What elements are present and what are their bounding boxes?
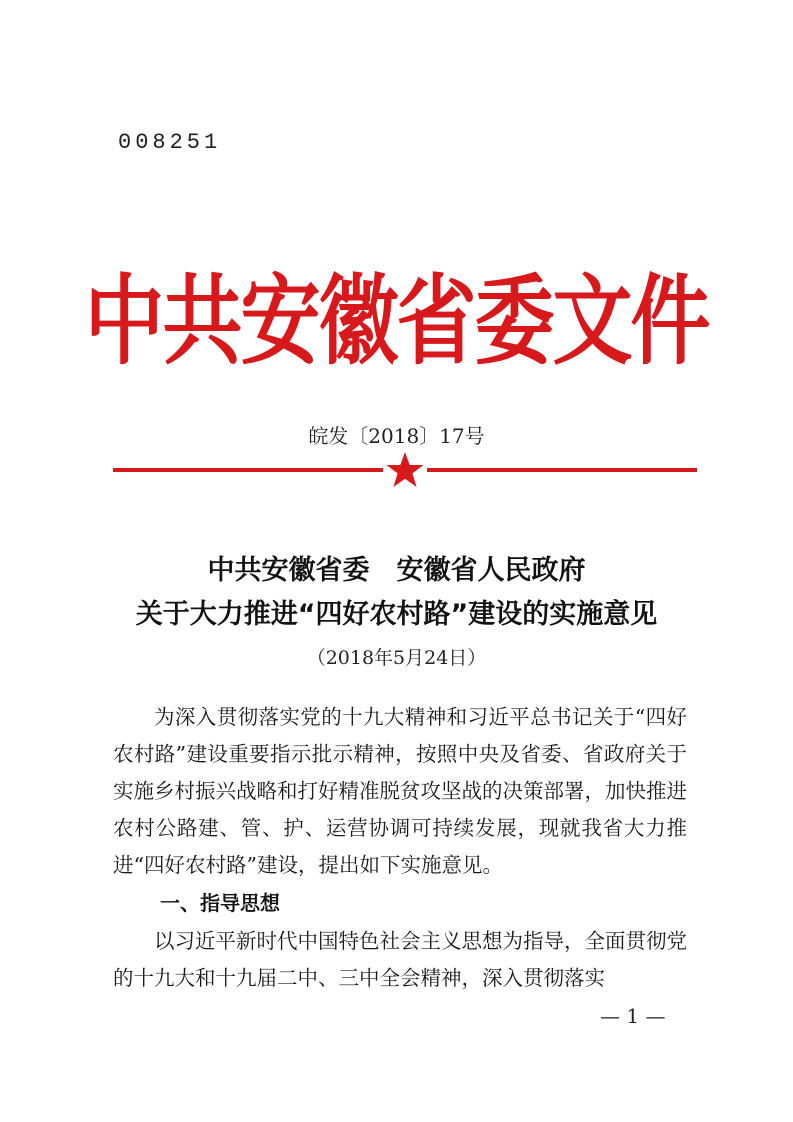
section-heading-guiding-ideology: 一、指导思想	[160, 891, 280, 915]
document-title-subject: 关于大力推进“四好农村路”建设的实施意见	[135, 599, 658, 630]
page-number: — 1 —	[600, 1004, 666, 1028]
red-separator-right	[427, 468, 697, 472]
document-title-issuers: 中共安徽省委 安徽省人民政府	[207, 555, 586, 586]
document-date: （2018年5月24日）	[306, 647, 487, 669]
body-paragraph-intro: 为深入贯彻落实党的十九大精神和习近平总书记关于“四好农村路”建设重要指示批示精神，按照中央及省委、省政府关于实施乡村振兴战略和打好精准脱贫攻坚战的决策部署，加快推进农村公路建、管、护、运营协调可持续发展，现就我省大力推进“四好农村路”建设，提出如下实施意见。	[113, 705, 687, 877]
body-paragraph-guiding-ideology: 以习近平新时代中国特色社会主义思想为指导，全面贯彻党的十九大和十九届二中、三中全会精神，深入贯彻落实	[113, 929, 687, 990]
document-masthead: 中共安徽省委文件	[84, 264, 709, 379]
document-serial-number: 008251	[118, 130, 222, 155]
star-icon	[385, 450, 425, 490]
red-separator-left	[113, 468, 383, 472]
issue-number: 皖发〔2018〕17号	[308, 424, 485, 448]
